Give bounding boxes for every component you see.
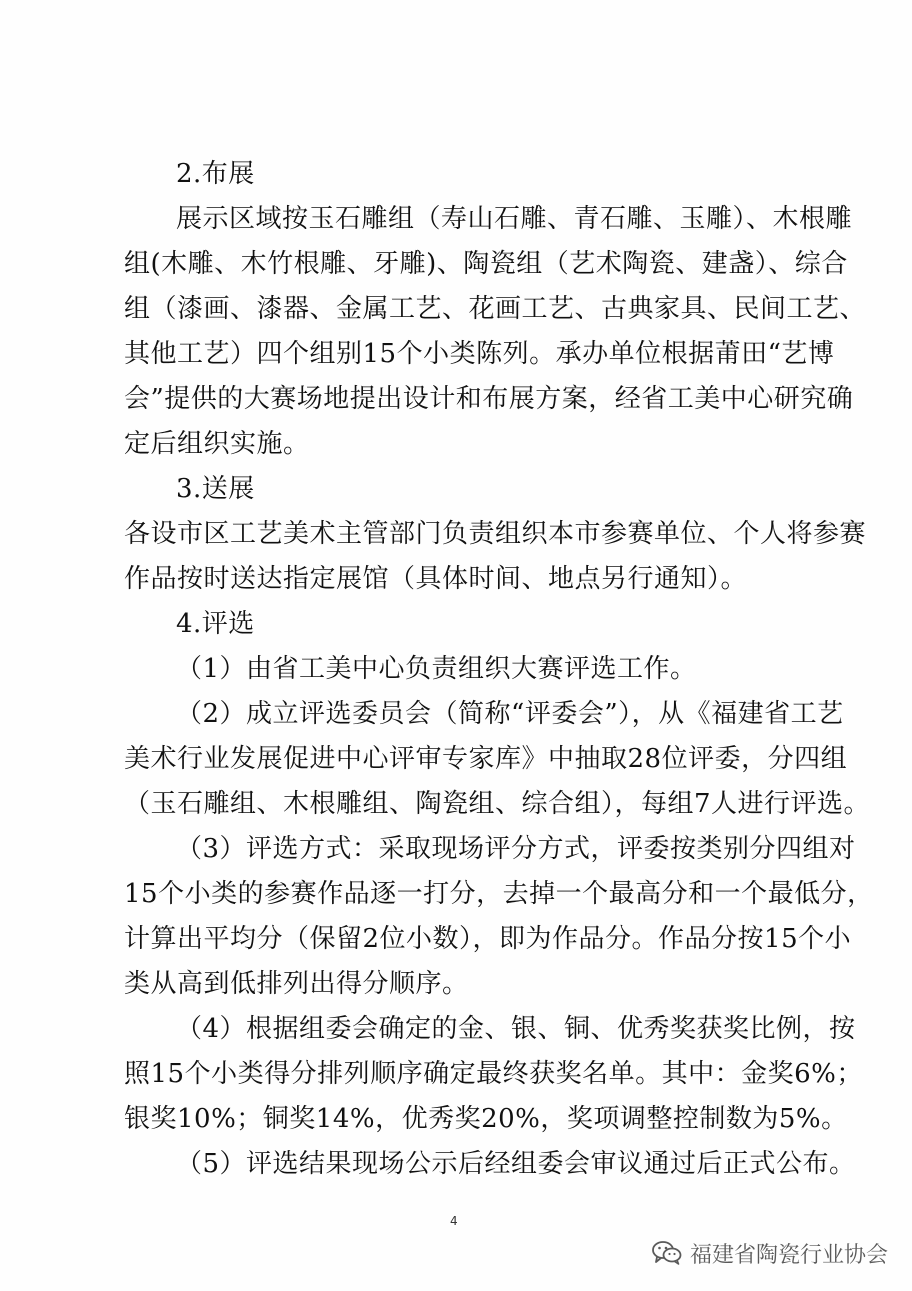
paragraph-line: 15个小类的参赛作品逐一打分，去掉一个最高分和一个最低分，	[124, 879, 874, 909]
paragraph-line: 其他工艺）四个组别15个小类陈列。承办单位根据莆田“艺博	[124, 339, 835, 369]
paragraph-line: 各设市区工艺美术主管部门负责组织本市参赛单位、个人将参赛	[124, 519, 867, 549]
paragraph-line: 类从高到低排列出得分顺序。	[124, 969, 469, 999]
page-number: 4	[450, 1214, 458, 1228]
section-heading-exhibition-layout: 2.布展	[176, 159, 255, 189]
paragraph-line: 展示区域按玉石雕组（寿山石雕、青石雕、玉雕）、木根雕	[176, 204, 853, 234]
paragraph-line: 组（漆画、漆器、金属工艺、花画工艺、古典家具、民间工艺、	[124, 294, 867, 324]
paragraph-line: 计算出平均分（保留2位小数），即为作品分。作品分按15个小	[124, 924, 852, 954]
paragraph-line: 照15个小类得分排列顺序确定最终获奖名单。其中：金奖6%；	[124, 1059, 863, 1089]
watermark	[652, 1236, 888, 1270]
paragraph-line: （玉石雕组、木根雕组、陶瓷组、综合组），每组7人进行评选。	[124, 789, 871, 819]
paragraph-line: （2）成立评选委员会（简称“评委会”），从《福建省工艺	[176, 699, 844, 729]
paragraph-line: 组(木雕、木竹根雕、牙雕)、陶瓷组（艺术陶瓷、建盏）、综合	[124, 249, 848, 279]
paragraph-line: （5）评选结果现场公示后经组委会审议通过后正式公布。	[176, 1149, 856, 1179]
wechat-icon	[652, 1240, 682, 1266]
watermark-text: 福建省陶瓷行业协会	[690, 1242, 889, 1268]
section-heading-selection: 4.评选	[176, 609, 255, 639]
paragraph-line: 会”提供的大赛场地提出设计和布展方案，经省工美中心研究确	[124, 384, 854, 414]
paragraph-line: 美术行业发展促进中心评审专家库》中抽取28位评委，分四组	[124, 744, 848, 774]
paragraph-line: （3）评选方式：采取现场评分方式，评委按类别分四组对	[176, 834, 856, 864]
paragraph-line: （1）由省工美中心负责组织大赛评选工作。	[176, 654, 697, 684]
paragraph-line: （4）根据组委会确定的金、银、铜、优秀奖获奖比例，按	[176, 1014, 856, 1044]
section-heading-delivery: 3.送展	[176, 474, 255, 504]
paragraph-line: 定后组织实施。	[124, 429, 310, 459]
paragraph-line: 作品按时送达指定展馆（具体时间、地点另行通知）。	[124, 564, 748, 594]
paragraph-line: 银奖10%；铜奖14%，优秀奖20%，奖项调整控制数为5%。	[124, 1104, 848, 1134]
